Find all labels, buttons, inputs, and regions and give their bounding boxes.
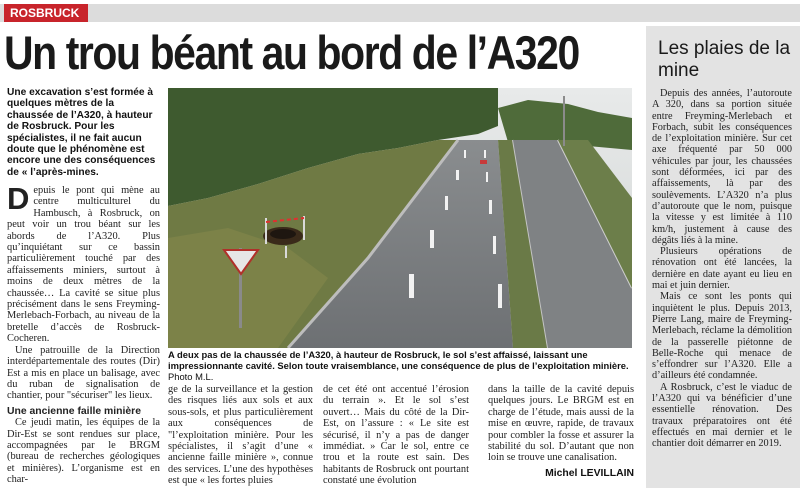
article-column-4 — [488, 384, 634, 464]
sidebar-title: Les plaies de la mine — [658, 38, 791, 81]
article-paragraph: Une patrouille de la Direction interdépartementale des routes (Dir) Est a mis en place un balisage, avec du ruban de signalisation de chantier, pour "sécuriser" les lieux. — [7, 344, 160, 402]
sidebar-text — [652, 88, 792, 450]
standfirst: Une excavation s’est formée à quelques mètres de la chaussée de l’A320, à hauteur de Rosbruck. Pour les spécialistes, il ne fait aucun doute que le phénomène est encore une des conséquences de « l’après-mines. — [7, 87, 156, 178]
section-kicker: ROSBRUCK — [4, 4, 88, 22]
byline: Michel LEVILLAIN — [545, 468, 634, 479]
photo-credit: Photo M.L. — [168, 371, 214, 382]
article-paragraph-text: epuis le pont qui mène au centre multiculturel du Hambusch, à Rosbruck, on peut voir un trou béant sur les abords de l’A320. Plus qu’inquiétant sur ce bassin particulièrement touché par des affaissements miniers, surtout à moins de deux mètres de la chaussée… La cavité se situe plus précisément dans le sens Freyming-Merlebach-Forbach, au niveau de la bretelle d’accès de Rosbruck-Cocheren. — [7, 185, 160, 345]
article-column-1 — [7, 181, 160, 486]
article-paragraph — [7, 181, 160, 345]
sidebar-paragraph: Mais ce sont les ponts qui inquiètent le plus. Depuis 2013, Pierre Lang, maire de Freyming-Merlebach, réclame la démolition de la passerelle piétonne de Belle-Roche qui menace de s’effondrer sur l’A320. Elle a d’ailleurs été condamnée. — [652, 291, 792, 382]
highway-photo-image — [168, 88, 632, 348]
section-bar — [0, 4, 800, 22]
drop-cap: D — [7, 181, 30, 216]
headline: Un trou béant au bord de l’A320 — [4, 26, 579, 79]
photo-caption — [168, 349, 632, 382]
article-column-3 — [323, 384, 469, 487]
article-paragraph: dans la taille de la cavité depuis quelques jours. Le BRGM est en charge de l’étude, mais aussi de la mise en œuvre, rapide, de travaux pour combler la fosse et assurer la stabilité du sol. D’autant que non loin se trouve une canalisation. — [488, 384, 634, 464]
caption-text: A deux pas de la chaussée de l’A320, à hauteur de Rosbruck, le sol s’est affaissé, laissant une impressionnante cavité. Selon toute vraisemblance, une conséquence de plus de l’exploitation minière. — [168, 349, 629, 371]
article-paragraph: ge de la surveillance et la gestion des risques liés aux sols et aux sous-sols, et plus particulièrement aux conséquences de "l’exploitation minière. Pour les spécialistes, il s’agit d’une « ancienne faille minière », connue des services. L’une des hypothèses est que « les fortes pluies — [168, 384, 313, 487]
article-paragraph: de cet été ont accentué l’érosion du terrain ». Et le sol s’est ouvert… Mais du côté de la Dir-Est, on l’assure : « Le site est sécurisé, il n’y a pas de danger immédiat. » Car le sol, entre ce trou et la route est sain. Des habitants de Rosbruck ont pourtant constaté une évolution — [323, 384, 469, 487]
article-column-2 — [168, 384, 313, 487]
highway-photo — [168, 88, 632, 348]
article-paragraph: Ce jeudi matin, les équipes de la Dir-Est se sont rendues sur place, accompagnées par le BRGM (bureau de recherches géologiques et minières). L’organisme est en char- — [7, 417, 160, 486]
sidebar-paragraph: Depuis des années, l’autoroute A 320, dans sa portion située entre Freyming-Merlebach et Forbach, subit les conséquences de l’exploitation minière. Sur cet axe fréquenté par 50 000 véhicules par jour, les chaussées sont déformées, ici par des affaissements, là par des soulèvements. L’A320 n’a plus d’autoroute que le nom, puisque la vitesse y est limitée à 110 km/h, justement à cause des dégâts liés à la mine. — [652, 88, 792, 246]
article-subhead: Une ancienne faille minière — [7, 405, 141, 417]
sidebar-paragraph: A Rosbruck, c’est le viaduc de l’A320 qui va bénéficier d’une essentielle rénovation. Des travaux préparatoires ont été effectués en mai dernier et le chantier doit démarrer en 2019. — [652, 381, 792, 450]
sidebar-paragraph: Plusieurs opérations de rénovation ont été lancées, la dernière en date ayant eu lieu en mai et juin dernier. — [652, 246, 792, 292]
